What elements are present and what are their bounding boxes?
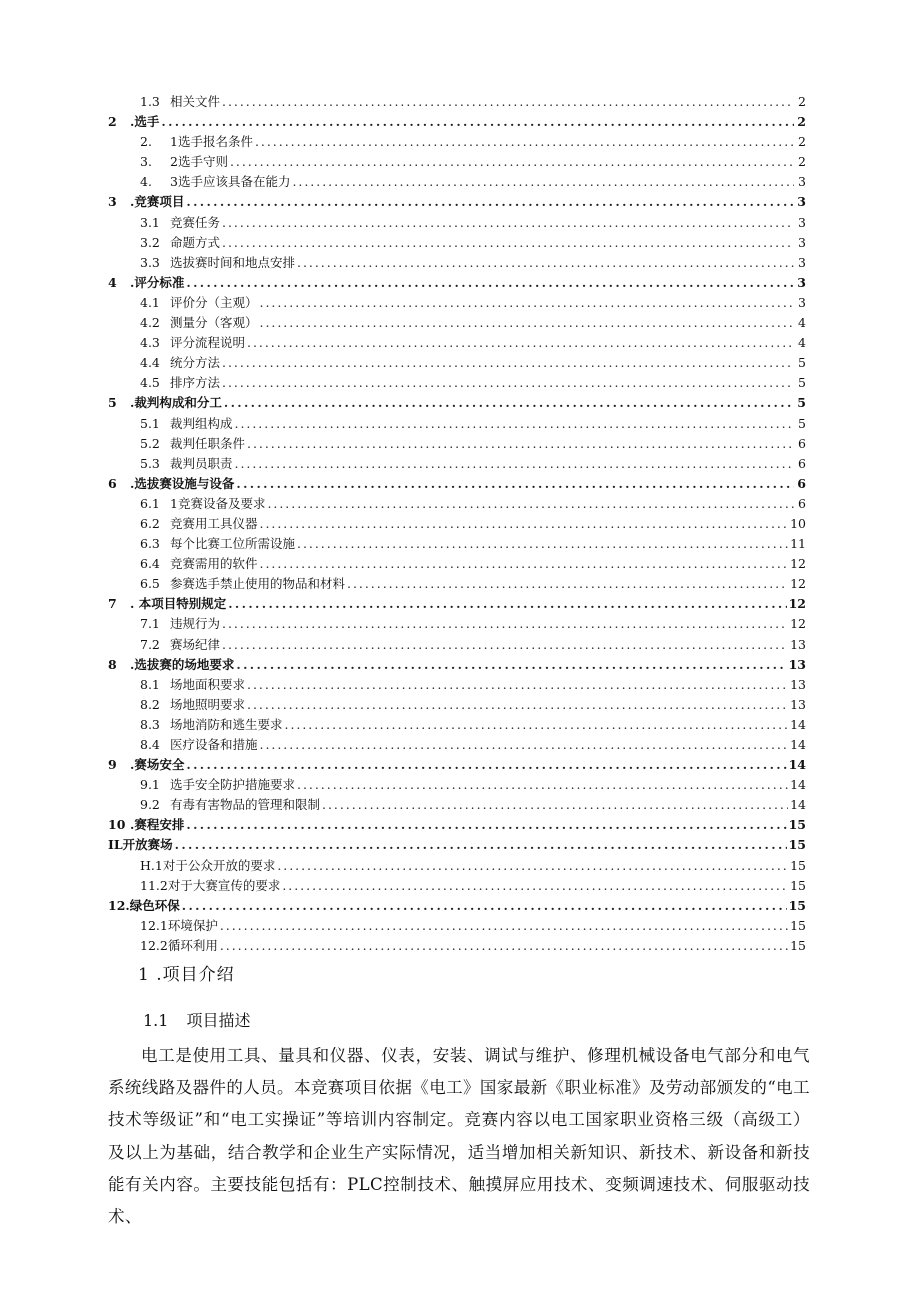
toc-entry-title: .赛程安排 <box>130 817 185 833</box>
toc-dot-leader <box>282 876 788 896</box>
toc-entry-number: 6.4 <box>140 556 160 572</box>
toc-entry-page: 6 <box>798 495 806 511</box>
toc-entry-page: 15 <box>790 937 806 953</box>
toc-entry[interactable] <box>108 574 806 594</box>
toc-entry[interactable] <box>108 715 806 735</box>
toc-entry-number: 6.2 <box>140 515 160 531</box>
toc-entry[interactable] <box>108 594 806 614</box>
toc-entry-page: 14 <box>790 797 806 813</box>
toc-entry-page: 4 <box>798 335 806 351</box>
toc-entry-number: 5.2 <box>140 435 160 451</box>
body-paragraph: 电工是使用工具、量具和仪器、仪表，安装、调试与维护、修理机械设备电气部分和电气系统线路及器件的人员。本竞赛项目依据《电工》国家最新《职业标准》及劳动部颁发的“电工技术等级证”和“电工实操证”等培训内容制定。竞赛内容以电工国家职业资格三级（高级工）及以上为基础，结合教学和企业生产实际情况，适当增加相关新知识、新技术、新设备和新技能有关内容。主要技能包括有：PLC控制技术、触摸屏应用技术、变频调速技术、伺服驱动技术、 <box>108 1046 810 1227</box>
toc-dot-leader <box>297 534 788 554</box>
toc-entry-title: 场地面积要求 <box>170 676 246 692</box>
toc-dot-leader <box>277 856 788 876</box>
toc-entry[interactable] <box>108 635 806 655</box>
toc-entry-title: 1竞赛设备及要求 <box>170 495 266 511</box>
toc-dot-leader <box>255 132 794 152</box>
toc-entry[interactable] <box>108 454 806 474</box>
toc-entry-number: 9.2 <box>140 797 160 813</box>
toc-entry-page: 14 <box>790 716 806 732</box>
toc-entry-title: 赛场纪律 <box>170 636 221 652</box>
toc-entry[interactable] <box>108 414 806 434</box>
toc-entry-number: 7.2 <box>140 636 160 652</box>
toc-entry[interactable] <box>108 554 806 574</box>
toc-entry-number: 2 <box>108 114 117 130</box>
toc-dot-leader <box>260 514 789 534</box>
toc-entry-number: 3.2 <box>140 234 160 250</box>
toc-entry-page: 3 <box>798 234 806 250</box>
toc-entry-page: 2 <box>798 134 806 150</box>
toc-entry-number: 9.1 <box>140 777 160 793</box>
toc-entry-title: .赛场安全 <box>130 757 185 773</box>
toc-entry-title: 竞赛需用的软件 <box>170 556 258 572</box>
toc-entry-title: .裁判构成和分工 <box>130 395 222 411</box>
toc-entry[interactable] <box>108 313 806 333</box>
toc-entry[interactable] <box>108 534 806 554</box>
toc-dot-leader <box>260 293 794 313</box>
toc-entry-page: 3 <box>797 194 806 210</box>
toc-entry[interactable] <box>108 614 806 634</box>
toc-entry[interactable] <box>108 92 806 112</box>
toc-dot-leader <box>220 936 788 956</box>
toc-entry[interactable] <box>108 353 806 373</box>
toc-dot-leader <box>247 695 788 715</box>
toc-dot-leader <box>175 835 787 855</box>
toc-entry-page: 11 <box>790 536 806 552</box>
toc-entry[interactable] <box>108 856 806 876</box>
toc-entry-page: 3 <box>798 214 806 230</box>
toc-entry[interactable] <box>108 775 806 795</box>
subsection-number: 1.1 <box>143 1011 169 1030</box>
toc-entry-title: .选拔赛的场地要求 <box>130 656 235 672</box>
toc-entry-number: 1.3 <box>140 94 160 109</box>
toc-entry-page: 3 <box>798 254 806 270</box>
toc-entry-title: 医疗设备和措施 <box>170 737 258 752</box>
toc-entry-title: .评分标准 <box>130 274 185 290</box>
toc-entry-page: 15 <box>788 817 806 833</box>
toc-entry[interactable] <box>108 293 806 313</box>
toc-entry-number: 5 <box>108 395 117 411</box>
toc-entry-page: 14 <box>790 777 806 793</box>
toc-entry-title: 裁判员职责 <box>170 455 233 471</box>
toc-entry-number: 10 <box>108 817 126 833</box>
toc-entry-page: 2 <box>798 154 806 170</box>
toc-entry-page: 3 <box>798 294 806 310</box>
toc-entry-page: 14 <box>790 737 806 752</box>
toc-entry[interactable] <box>108 514 806 534</box>
toc-entry-title: 裁判任职条件 <box>170 435 246 451</box>
toc-entry[interactable] <box>108 273 806 293</box>
toc-dot-leader <box>222 635 788 655</box>
toc-dot-leader <box>297 253 794 273</box>
toc-entry-title: 选拔赛时间和地点安排 <box>170 254 296 270</box>
toc-entry-title: 竞赛用工具仪器 <box>170 515 258 531</box>
toc-entry-page: 15 <box>790 857 806 873</box>
toc-dot-leader <box>186 815 786 835</box>
toc-entry-number: 8.1 <box>140 676 160 692</box>
toc-entry-title: H.1对于公众开放的要求 <box>140 857 276 873</box>
toc-entry[interactable] <box>108 675 806 695</box>
toc-entry[interactable] <box>108 373 806 393</box>
toc-entry-number: 6.3 <box>140 536 160 552</box>
toc-entry[interactable] <box>108 393 806 413</box>
toc-entry-title: 1选手报名条件 <box>170 134 253 150</box>
toc-dot-leader <box>224 393 794 413</box>
toc-entry-page: 6 <box>798 455 806 471</box>
toc-dot-leader <box>222 353 794 373</box>
subsection-heading <box>143 1008 250 1031</box>
table-of-contents <box>108 92 806 956</box>
subsection-title: 项目描述 <box>186 1011 251 1030</box>
toc-entry-page: 15 <box>790 917 806 933</box>
toc-entry-page: 15 <box>790 877 806 893</box>
toc-entry-page: 5 <box>797 395 806 411</box>
toc-entry-title: 11.2对于大赛宣传的要求 <box>140 877 281 893</box>
toc-entry-number: 8.2 <box>140 696 160 712</box>
toc-dot-leader <box>236 474 794 494</box>
toc-entry-title: 每个比赛工位所需设施 <box>170 536 296 552</box>
toc-entry-title: 排序方法 <box>170 375 221 391</box>
toc-dot-leader <box>235 454 794 474</box>
toc-entry-number: 4.4 <box>140 355 160 371</box>
toc-entry[interactable] <box>108 132 806 152</box>
toc-entry[interactable] <box>108 494 806 514</box>
toc-entry-page: 13 <box>790 676 806 692</box>
toc-entry-title: .选手 <box>130 114 160 130</box>
toc-dot-leader <box>220 916 788 936</box>
toc-entry-title: 场地消防和逃生要求 <box>170 716 283 732</box>
toc-entry-page: 13 <box>788 656 806 672</box>
toc-dot-leader <box>260 554 789 574</box>
toc-entry-title: IL开放赛场 <box>108 837 173 853</box>
toc-entry[interactable] <box>108 695 806 715</box>
toc-dot-leader <box>222 614 788 634</box>
toc-entry-title: 参赛选手禁止使用的物品和材料 <box>170 576 346 592</box>
toc-dot-leader <box>222 213 794 233</box>
toc-entry-number: 4 <box>108 274 117 290</box>
toc-entry-page: 6 <box>797 475 806 491</box>
toc-entry-page: 13 <box>790 696 806 712</box>
toc-dot-leader <box>285 715 789 735</box>
toc-entry[interactable] <box>108 936 806 956</box>
toc-entry-title: 裁判组构成 <box>170 415 233 431</box>
toc-dot-leader <box>235 414 794 434</box>
toc-entry-page: 12 <box>790 616 806 632</box>
toc-entry-number: 4.5 <box>140 375 160 391</box>
toc-entry-number: 6 <box>108 475 117 491</box>
toc-entry-title: 12.2循环利用 <box>140 937 218 953</box>
toc-entry[interactable] <box>108 253 806 273</box>
toc-entry[interactable] <box>108 172 806 192</box>
toc-entry[interactable] <box>108 112 806 132</box>
toc-entry[interactable] <box>108 835 806 855</box>
toc-entry-page: 3 <box>798 174 806 190</box>
toc-entry-title: 3选手应该具备在能力 <box>170 174 291 190</box>
toc-entry-number: 8.3 <box>140 716 160 732</box>
toc-dot-leader <box>267 494 794 514</box>
toc-entry-title: 2选手守则 <box>170 154 228 170</box>
toc-dot-leader <box>247 675 788 695</box>
toc-dot-leader <box>186 273 794 293</box>
toc-dot-leader <box>222 373 794 393</box>
toc-entry-number: 4.3 <box>140 335 160 351</box>
toc-entry-page: 2 <box>798 94 806 109</box>
toc-entry-page: 4 <box>798 315 806 331</box>
toc-dot-leader <box>322 795 788 815</box>
toc-dot-leader <box>186 755 786 775</box>
toc-entry-title: 场地照明要求 <box>170 696 246 712</box>
toc-dot-leader <box>292 172 794 192</box>
toc-entry-number: 3.3 <box>140 254 160 270</box>
toc-entry-title: 违规行为 <box>170 616 221 632</box>
toc-dot-leader <box>247 434 794 454</box>
toc-entry-number: 4.2 <box>140 315 160 331</box>
toc-entry-number: 7 <box>108 596 117 612</box>
toc-dot-leader <box>161 112 794 132</box>
toc-entry-page: 12 <box>790 576 806 592</box>
toc-entry-number: 4. <box>140 174 152 190</box>
toc-entry-number: 3 <box>108 194 117 210</box>
toc-entry-page: 15 <box>788 837 806 853</box>
toc-entry-page: 6 <box>798 435 806 451</box>
toc-entry-number: 7.1 <box>140 616 160 632</box>
toc-entry-page: 12 <box>790 556 806 572</box>
toc-entry-number: 9 <box>108 757 117 773</box>
toc-entry-title: .竞赛项目 <box>130 194 185 210</box>
toc-dot-leader <box>260 735 789 755</box>
toc-entry[interactable] <box>108 916 806 936</box>
toc-entry-page: 13 <box>790 636 806 652</box>
toc-entry-page: 2 <box>797 114 806 130</box>
toc-entry-number: 5.3 <box>140 455 160 471</box>
toc-entry-number: 5.1 <box>140 415 160 431</box>
toc-entry[interactable] <box>108 795 806 815</box>
section-heading: 1 .项目介绍 <box>138 965 235 985</box>
toc-entry-page: 14 <box>788 757 806 773</box>
toc-dot-leader <box>260 313 794 333</box>
toc-entry-number: 2. <box>140 134 152 150</box>
toc-entry-title: .选拔赛设施与设备 <box>130 475 235 491</box>
toc-entry-title: 选手安全防护措施要求 <box>170 777 296 793</box>
toc-entry-title: 12.绿色环保 <box>108 897 180 913</box>
toc-entry-title: 相关文件 <box>170 94 221 109</box>
toc-entry[interactable] <box>108 434 806 454</box>
toc-dot-leader <box>297 775 788 795</box>
toc-entry-number: 6.5 <box>140 576 160 592</box>
toc-entry-title: . 本项目特别规定 <box>130 596 227 612</box>
toc-entry[interactable] <box>108 655 806 675</box>
toc-entry[interactable] <box>108 333 806 353</box>
toc-entry-title: 统分方法 <box>170 355 221 371</box>
toc-entry[interactable] <box>108 474 806 494</box>
toc-dot-leader <box>182 896 787 916</box>
toc-dot-leader <box>222 233 794 253</box>
toc-entry-number: 8 <box>108 656 117 672</box>
toc-entry[interactable] <box>108 192 806 212</box>
toc-entry-page: 12 <box>788 596 806 612</box>
toc-entry[interactable] <box>108 735 806 755</box>
toc-entry[interactable] <box>108 876 806 896</box>
toc-entry-number: 4.1 <box>140 294 160 310</box>
toc-entry-page: 5 <box>798 355 806 371</box>
toc-entry-page: 3 <box>797 274 806 290</box>
toc-entry-title: 12.1环境保护 <box>140 917 218 933</box>
toc-entry-title: 测量分（客观） <box>170 315 258 331</box>
toc-entry-number: 3.1 <box>140 214 160 230</box>
toc-entry-number: 8.4 <box>140 737 160 752</box>
toc-dot-leader <box>228 594 786 614</box>
toc-dot-leader <box>347 574 788 594</box>
toc-entry[interactable] <box>108 213 806 233</box>
toc-entry[interactable] <box>108 233 806 253</box>
toc-entry[interactable] <box>108 815 806 835</box>
toc-entry-page: 10 <box>790 515 806 531</box>
toc-entry[interactable] <box>108 755 806 775</box>
toc-entry-title: 评分流程说明 <box>170 335 246 351</box>
toc-dot-leader <box>222 92 794 112</box>
toc-entry-title: 评价分（主观） <box>170 294 258 310</box>
toc-entry-number: 3. <box>140 154 152 170</box>
toc-dot-leader <box>230 152 794 172</box>
toc-dot-leader <box>247 333 794 353</box>
toc-entry-title: 竞赛任务 <box>170 214 221 230</box>
toc-entry-page: 5 <box>798 375 806 391</box>
toc-dot-leader <box>186 192 794 212</box>
toc-entry[interactable] <box>108 896 806 916</box>
toc-entry-page: 5 <box>798 415 806 431</box>
toc-entry[interactable] <box>108 152 806 172</box>
toc-entry-number: 6.1 <box>140 495 160 511</box>
toc-entry-title: 命题方式 <box>170 234 221 250</box>
toc-entry-page: 15 <box>788 897 806 913</box>
toc-entry-title: 有毒有害物品的管理和限制 <box>170 797 321 813</box>
toc-dot-leader <box>236 655 786 675</box>
